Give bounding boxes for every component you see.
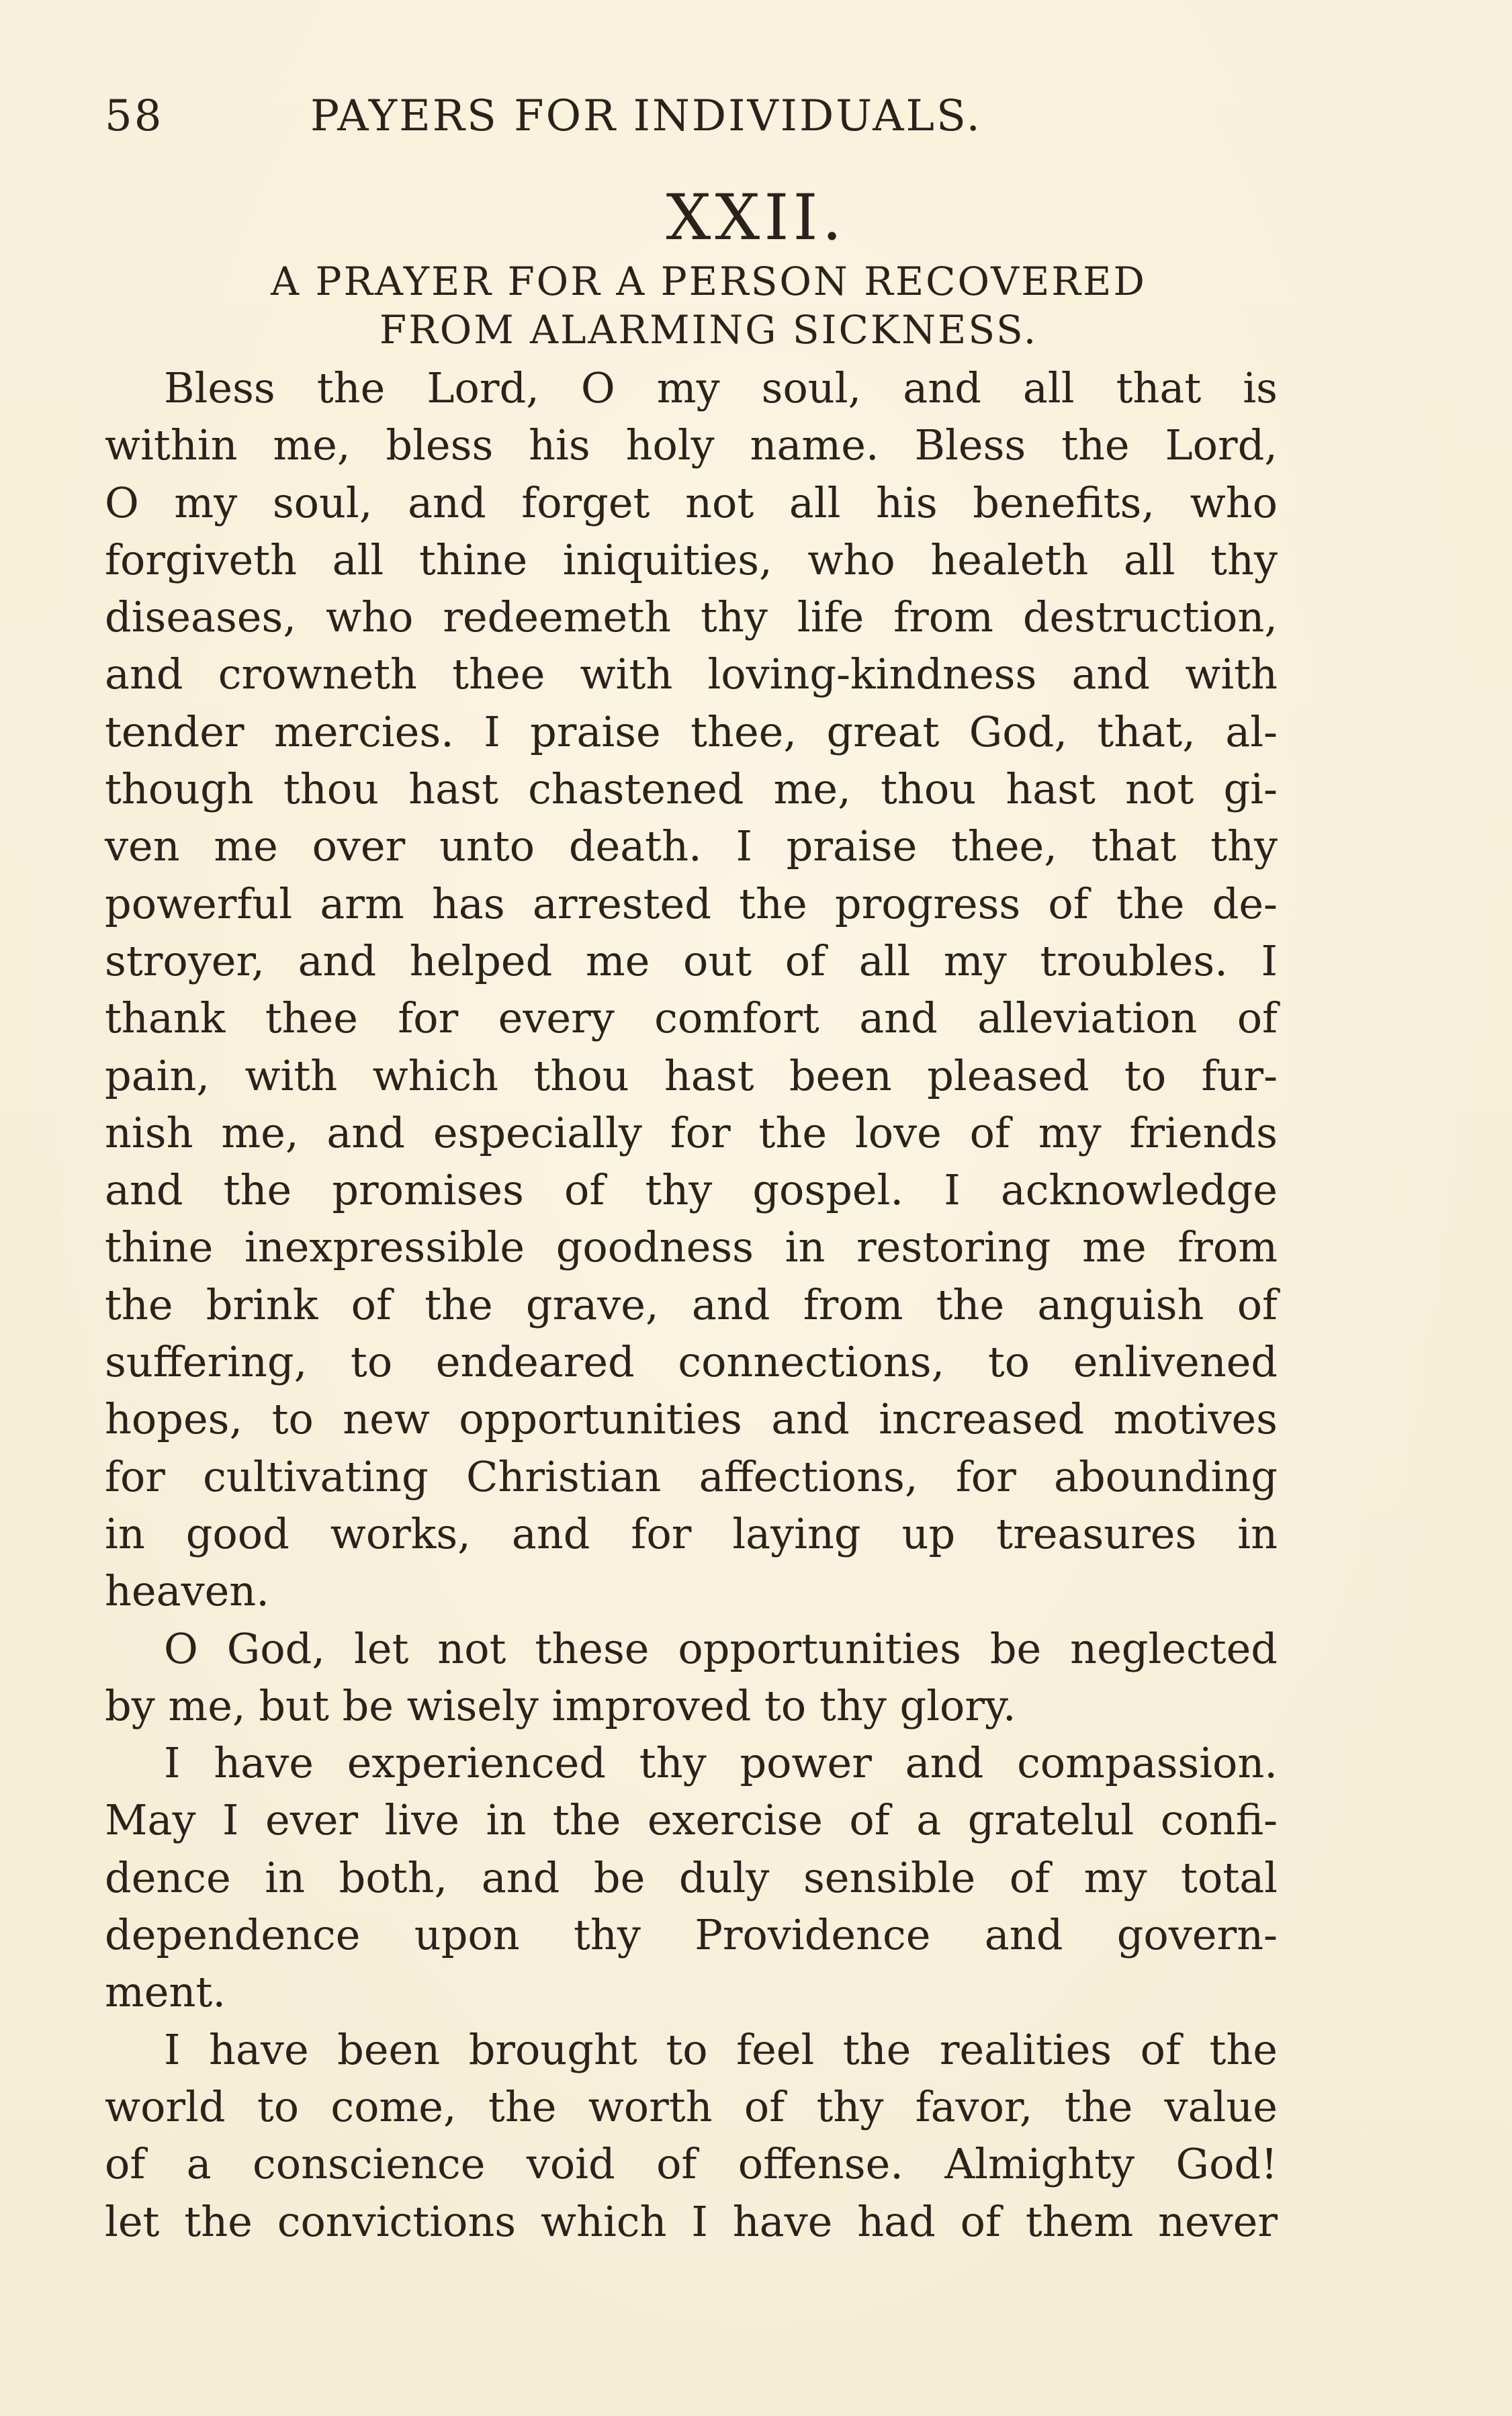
text-line: hopes, to new opportunities and increased motives: [105, 1394, 1278, 1444]
text-line: world to come, the worth of thy favor, the value: [105, 2082, 1278, 2131]
text-line: for cultivating Christian affections, for abounding: [105, 1451, 1278, 1501]
text-line: nish me, and especially for the love of my friends: [105, 1108, 1278, 1157]
text-line: within me, bless his holy name. Bless the Lord,: [105, 420, 1278, 470]
text-line: by me, but be wisely improved to thy glory.: [105, 1681, 1016, 1730]
running-head: PAYERS FOR INDIVIDUALS.: [310, 91, 982, 141]
text-line: I have been brought to feel the realities of the: [164, 2024, 1278, 2074]
text-line: and the promises of thy gospel. I acknowledge: [105, 1165, 1278, 1215]
text-line: O God, let not these opportunities be neglected: [164, 1623, 1278, 1673]
text-line: diseases, who redeemeth thy life from destruction,: [105, 592, 1278, 642]
text-line: stroyer, and helped me out of all my troubles. I: [105, 936, 1278, 985]
text-line: ment.: [105, 1967, 226, 2017]
text-line: pain, with which thou hast been pleased to fur-: [105, 1050, 1278, 1100]
text-line: the brink of the grave, and from the anguish of: [105, 1280, 1278, 1329]
text-line: forgiveth all thine iniquities, who healeth all thy: [105, 535, 1278, 584]
text-line: thine inexpressible goodness in restoring me from: [105, 1222, 1278, 1272]
text-line: dence in both, and be duly sensible of my total: [105, 1852, 1278, 1902]
page-header: [105, 86, 1059, 146]
text-line: tender mercies. I praise thee, great God, that, al-: [105, 707, 1278, 756]
text-line: thank thee for every comfort and alleviation of: [105, 993, 1278, 1043]
text-line: in good works, and for laying up treasures in: [105, 1509, 1278, 1558]
text-line: powerful arm has arrested the progress of the de-: [105, 879, 1278, 928]
text-line: suffering, to endeared connections, to enlivened: [105, 1337, 1278, 1387]
prayer-title-line: FROM ALARMING SICKNESS.: [379, 307, 1038, 353]
prayer-title: [154, 257, 1263, 354]
text-line: of a conscience void of offense. Almighty God!: [105, 2139, 1278, 2189]
text-line: ven me over unto death. I praise thee, that thy: [105, 821, 1278, 871]
text-line: dependence upon thy Providence and govern-: [105, 1910, 1278, 1960]
text-line: May I ever live in the exercise of a gratelul confi-: [105, 1795, 1278, 1845]
text-line: I have experienced thy power and compassion.: [164, 1738, 1278, 1788]
prayer-title-line: A PRAYER FOR A PERSON RECOVERED: [271, 259, 1147, 304]
text-line: let the convictions which I have had of them never: [105, 2196, 1278, 2246]
page-number: 58: [105, 91, 164, 141]
text-line: and crowneth thee with loving-kindness and with: [105, 650, 1278, 699]
text-line: O my soul, and forget not all his benefits, who: [105, 478, 1278, 527]
text-line: Bless the Lord, O my soul, and all that is: [164, 363, 1278, 412]
chapter-number: XXII.: [666, 181, 846, 255]
prayer-body: [105, 359, 1278, 2250]
text-line: heaven.: [105, 1566, 269, 1616]
text-line: though thou hast chastened me, thou hast not gi-: [105, 764, 1278, 814]
